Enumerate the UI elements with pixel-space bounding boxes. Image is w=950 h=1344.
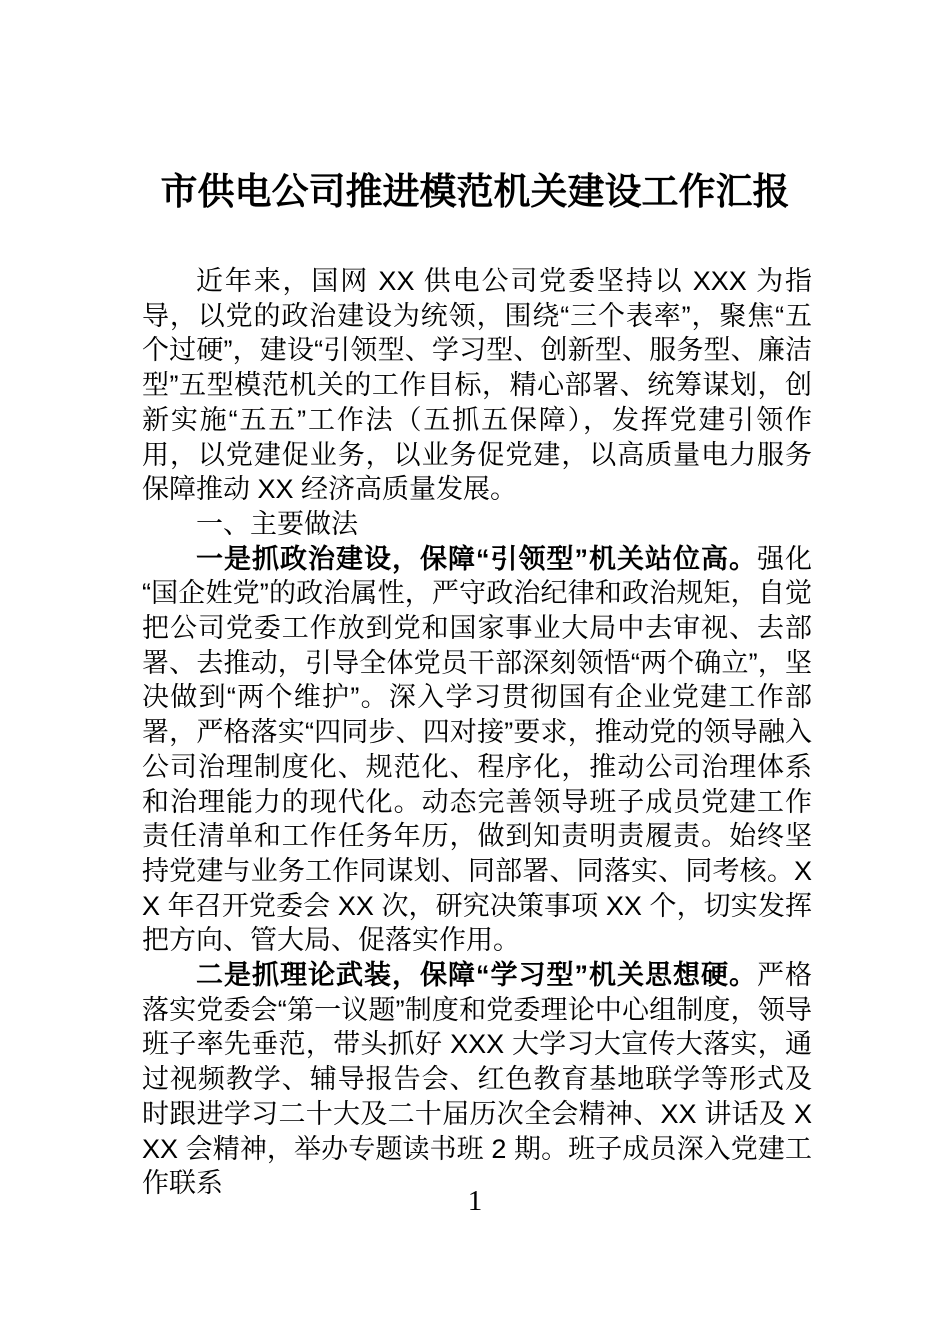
paragraph-point-2-text: 严格落实党委会“第一议题”制度和党委理论中心组制度，领导班子率先垂范，带头抓好 XXX 大学习大宣传大落实，通过视频教学、辅导报告会、红色教育基地联学等形式及时跟进学习二十大及二十届历次全会精神、XX 讲话及 XXX 会精神，举办专题读书班 2 期。班子成员深入党建工作联系 bbox=[142, 960, 812, 1199]
document-title: 市供电公司推进模范机关建设工作汇报 bbox=[160, 171, 790, 212]
section-heading-main-practices: 一、主要做法 bbox=[196, 508, 358, 539]
paragraph-point-1-text: 强化“国企姓党”的政治属性，严守政治纪律和政治规矩，自觉把公司党委工作放到党和国家事业大局中去审视、去部署、去推动，引导全体党员干部深刻领悟“两个确立”，坚决做到“两个维护”。深入学习贯彻国有企业党建工作部署，严格落实“四同步、四对接”要求，推动党的领导融入公司治理制度化、规范化、程序化，推动公司治理体系和治理能力的现代化。动态完善领导班子成员党建工作责任清单和工作任务年历，做到知责明责履责。始终坚持党建与业务工作同谋划、同部署、同落实、同考核。XX 年召开党委会 XX 次，研究决策事项 XX 个，切实发挥把方向、管大局、促落实作用。 bbox=[142, 543, 812, 956]
paragraph-point-2-bold-lead: 二是抓理论武装，保障“学习型”机关思想硬。 bbox=[196, 960, 757, 991]
page-number: 1 bbox=[467, 1185, 483, 1217]
paragraph-intro: 近年来，国网 XX 供电公司党委坚持以 XXX 为指导，以党的政治建设为统领，围绕“三个表率”，聚焦“五个过硬”，建设“引领型、学习型、创新型、服务型、廉洁型”五型模范机关的工作目标，精心部署、统筹谋划，创新实施“五五”工作法（五抓五保障），发挥党建引领作用，以党建促业务，以业务促党建，以高质量电力服务保障推动 XX 经济高质量发展。 bbox=[142, 266, 812, 505]
paragraph-point-1 bbox=[142, 542, 812, 958]
paragraph-point-2 bbox=[142, 958, 812, 1201]
document-body bbox=[142, 264, 812, 1201]
paragraph-point-1-bold-lead: 一是抓政治建设，保障“引领型”机关站位高。 bbox=[196, 543, 757, 574]
